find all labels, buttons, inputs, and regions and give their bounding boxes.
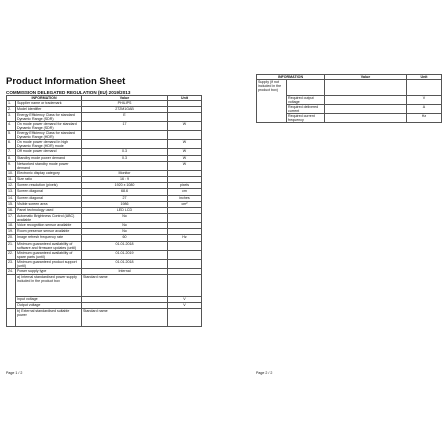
- param-label: Size ratio: [16, 176, 82, 182]
- row-number: 8.: [7, 155, 16, 161]
- row-number: 12.: [7, 183, 16, 189]
- table-row: [7, 259, 202, 268]
- param-label: Visible screen area: [16, 201, 82, 207]
- param-label: Off mode power demand: [16, 149, 82, 155]
- value-cell: LED LCD: [82, 207, 168, 213]
- param-label: Screen diagonal: [16, 189, 82, 195]
- value-cell: 17: [82, 122, 168, 131]
- value-cell: [82, 131, 168, 140]
- unit-cell: V: [407, 96, 442, 105]
- row-number: 19.: [7, 229, 16, 235]
- param-label: Model identifier: [16, 107, 82, 113]
- page-one-footer: Page 1 / 2: [6, 371, 23, 375]
- unit-cell: cm: [168, 189, 202, 195]
- param-label: On mode power demand for standard Dynamic Range (SDR): [16, 122, 82, 131]
- ps-a-number: [7, 274, 16, 308]
- value-cell: 16 : 9: [82, 176, 168, 182]
- param-label: Required delivered current: [287, 105, 325, 114]
- unit-cell: Hz: [407, 114, 442, 123]
- unit-cell: W: [168, 140, 202, 149]
- row-number: 1.: [7, 101, 16, 107]
- ps-b-label: b) External standardised suitable power: [16, 309, 82, 327]
- value-cell: 01.01.2018: [82, 241, 168, 250]
- param-label: Minimum guaranteed availability of software and firmware updates (until): [16, 241, 82, 250]
- row-number: 15.: [7, 201, 16, 207]
- param-label: Room presence sensor available: [16, 229, 82, 235]
- value-cell: 272M1GAB: [82, 107, 168, 113]
- unit-cell: W: [168, 122, 202, 131]
- unit-cell: A: [407, 105, 442, 114]
- value-cell: 01.01.2019: [82, 250, 168, 259]
- unit-cell: W: [168, 155, 202, 161]
- table-row: [7, 274, 202, 296]
- page-two: [224, 0, 447, 447]
- header-unit: Unit: [168, 96, 202, 101]
- param-label: Image refresh frequency rate: [16, 235, 82, 241]
- header-unit: Unit: [407, 75, 442, 80]
- table-row: [7, 113, 202, 122]
- unit-cell: [168, 259, 202, 268]
- ps-a-label-text: a) Internal standardised power supply included in the product box: [17, 274, 77, 283]
- param-label: Automatic Brightness Control (ABC) available: [16, 214, 82, 223]
- row-number: 14.: [7, 195, 16, 201]
- param-label: Required output voltage: [287, 96, 325, 105]
- unit-cell: [168, 250, 202, 259]
- param-label: Power supply type: [16, 268, 82, 274]
- ps-a-standard: Standard name: [82, 274, 168, 296]
- row-number: 24.: [7, 268, 16, 274]
- value-cell: E: [82, 113, 168, 122]
- value-cell: 01.01.2018: [82, 259, 168, 268]
- regulation-subtitle: COMMISSION DELEGATED REGULATION (EU) 2019/2013: [6, 90, 131, 95]
- value-cell: Monitor: [82, 170, 168, 176]
- row-number: 5.: [7, 131, 16, 140]
- row-number: 13.: [7, 189, 16, 195]
- param-label: Panel technology used: [16, 207, 82, 213]
- value-cell: 0.3: [82, 149, 168, 155]
- table-row: [7, 241, 202, 250]
- value-cell: 0.3: [82, 155, 168, 161]
- table-row: [7, 250, 202, 259]
- unit-cell: [168, 113, 202, 122]
- table-row: [7, 309, 202, 327]
- table-row: [7, 214, 202, 223]
- param-label: Energy Efficiency Class for standard Dynamic Range (SDR): [16, 113, 82, 122]
- table-row: [7, 122, 202, 131]
- row-number: 21.: [7, 241, 16, 250]
- unit-cell: V: [168, 296, 202, 302]
- row-number: 2.: [7, 107, 16, 113]
- unit-cell: cm²: [168, 201, 202, 207]
- header-value: Value: [82, 96, 168, 101]
- ps-a-label: [16, 274, 82, 296]
- param-label: Minimum guaranteed availability of spare parts (until): [16, 250, 82, 259]
- param-label: Screen diagonal: [16, 195, 82, 201]
- unit-cell: [168, 214, 202, 223]
- row-number: 23.: [7, 259, 16, 268]
- param-label: Minimum guaranteed product support (until): [16, 259, 82, 268]
- value-cell: 27: [82, 195, 168, 201]
- header-value: Value: [325, 75, 407, 80]
- param-label: Electronic display category: [16, 170, 82, 176]
- supply-group-label: Supply (if not included in the product box): [257, 80, 287, 123]
- param-label: Screen resolution (pixels): [16, 183, 82, 189]
- row-number: 20.: [7, 235, 16, 241]
- param-label: Networked standby mode power demand: [16, 161, 82, 170]
- value-cell: No: [82, 214, 168, 223]
- value-cell: [82, 140, 168, 149]
- unit-cell: W: [168, 149, 202, 155]
- page-two-footer: Page 2 / 2: [256, 371, 273, 375]
- value-cell: [82, 161, 168, 170]
- table-row: [7, 131, 202, 140]
- row-number: 11.: [7, 176, 16, 182]
- value-cell: 60: [82, 235, 168, 241]
- ps-b-standard: Standard name: [82, 309, 168, 327]
- row-number: 9.: [7, 161, 16, 170]
- unit-cell: W: [168, 161, 202, 170]
- unit-cell: [168, 131, 202, 140]
- value-cell: 1920 x 1080: [82, 183, 168, 189]
- ps-param-label: Input voltage: [16, 296, 82, 302]
- param-label: Energy Efficiency Class for standard Dynamic Range (HDR): [16, 131, 82, 140]
- row-number: 10.: [7, 170, 16, 176]
- row-number: 4.: [7, 122, 16, 131]
- value-cell: Internal: [82, 268, 168, 274]
- row-number: 7.: [7, 149, 16, 155]
- row-number: 22.: [7, 250, 16, 259]
- param-label: Supplier name or trademark: [16, 101, 82, 107]
- unit-cell: [168, 241, 202, 250]
- row-number: 16.: [7, 207, 16, 213]
- param-label: Required current frequency: [287, 114, 325, 123]
- row-number: 18.: [7, 223, 16, 229]
- table-row: [7, 161, 202, 170]
- ps-param-label: Output voltage: [16, 303, 82, 309]
- value-cell: PHILIPS: [82, 101, 168, 107]
- unit-cell: inches: [168, 195, 202, 201]
- value-cell: No: [82, 223, 168, 229]
- value-cell: No: [82, 229, 168, 235]
- value-cell: 68.6: [82, 189, 168, 195]
- supply-table: [256, 74, 442, 123]
- value-cell: 1986: [82, 201, 168, 207]
- row-number: 17.: [7, 214, 16, 223]
- param-label: Standby mode power demand: [16, 155, 82, 161]
- sheet-title: Product Information Sheet: [6, 76, 126, 87]
- table-row: [7, 140, 202, 149]
- unit-cell: V: [168, 303, 202, 309]
- header-information: INFORMATION: [257, 75, 325, 80]
- row-number: 3.: [7, 113, 16, 122]
- unit-cell: pixels: [168, 183, 202, 189]
- param-label: On mode power demand in high Dynamic Range (HDR) mode: [16, 140, 82, 149]
- table-row: [257, 80, 442, 96]
- row-number: 6.: [7, 140, 16, 149]
- information-table: [6, 95, 202, 327]
- unit-cell: Hz: [168, 235, 202, 241]
- header-information: INFORMATION: [7, 96, 82, 101]
- param-label: Voice recognition sensor available: [16, 223, 82, 229]
